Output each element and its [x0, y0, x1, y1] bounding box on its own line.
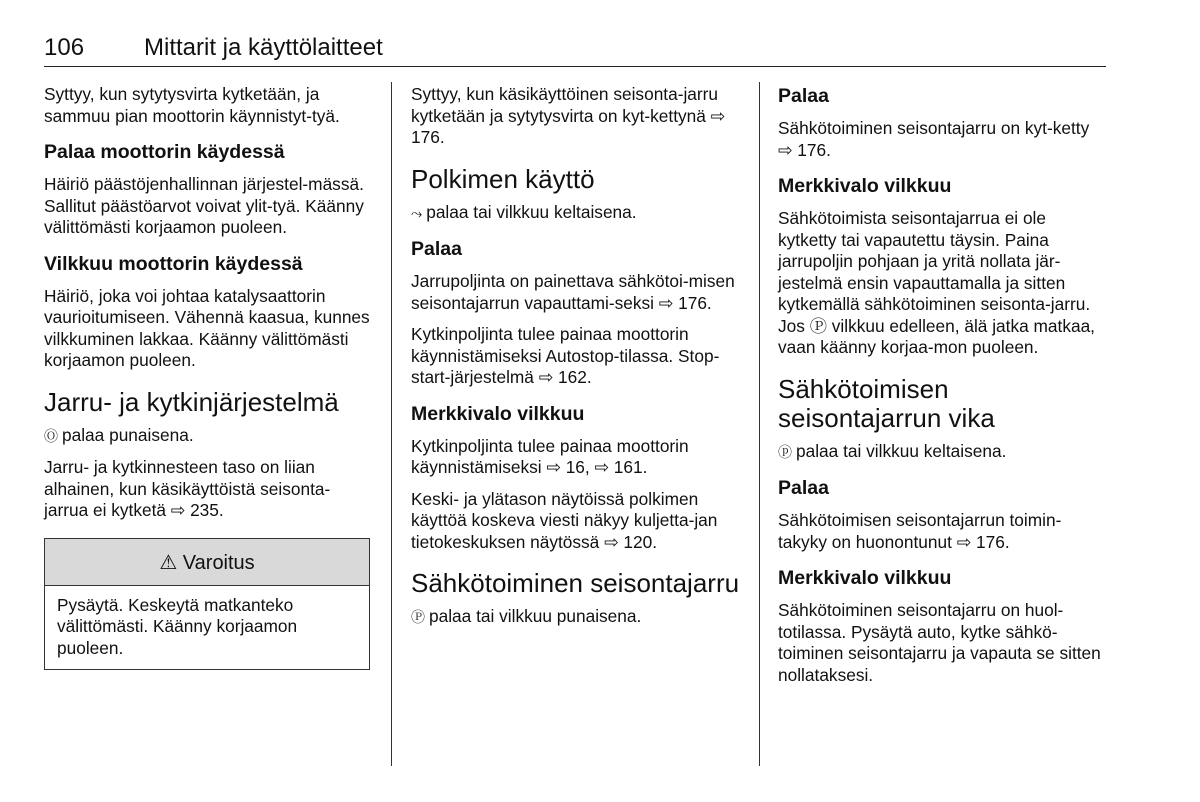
lead-line [411, 202, 741, 225]
paragraph: Jarrupoljinta on painettava sähkötoi-misen seisontajarrun vapauttami-seksi ⇨ 176. [411, 271, 735, 313]
parking-brake-icon: Ⓟ [411, 609, 425, 625]
subheading: Merkkivalo vilkkuu [778, 175, 952, 197]
subheading: Palaa [411, 238, 462, 260]
column-3 [778, 84, 1108, 696]
column-2 [411, 84, 741, 639]
paragraph: Sähkötoiminen seisontajarru on kyt-ketty ⇨ 176. [778, 118, 1090, 160]
warning-box [44, 538, 370, 671]
lead-text: palaa tai vilkkuu keltaisena. [796, 440, 1007, 461]
paragraph: Keski- ja ylätason näytöissä polkimen käyttöä koskeva viesti näkyy kuljetta-jan tietokeskuksen näytössä ⇨ 120. [411, 488, 718, 552]
subheading: Merkkivalo vilkkuu [778, 567, 952, 589]
paragraph: Syttyy, kun sytytysvirta kytketään, ja sammuu pian moottorin käynnistyt-tyä. [44, 84, 340, 126]
lead-text: palaa tai vilkkuu keltaisena. [426, 201, 637, 222]
lead-line [44, 425, 370, 448]
lead-text: palaa punaisena. [62, 424, 194, 445]
pedal-icon: ⤳ [411, 204, 423, 221]
paragraph: Jarru- ja kytkinnesteen taso on liian alhainen, kun käsikäyttöistä seisonta-jarrua ei kytketä ⇨ 235. [44, 457, 331, 520]
brake-warning-icon: Ⓞ [44, 427, 58, 444]
lead-text: palaa tai vilkkuu punaisena. [429, 606, 642, 626]
warning-title: ⚠ Varoitus [45, 539, 369, 586]
heading: Jarru- ja kytkinjärjestelmä [44, 386, 339, 417]
subheading: Merkkivalo vilkkuu [411, 402, 585, 425]
paragraph: Syttyy, kun käsikäyttöinen seisonta-jarru kytketään ja sytytysvirta on kyt-kettynä ⇨ 176. [411, 84, 726, 147]
lead-line [411, 606, 741, 629]
heading: Sähkötoimisen seisontajarrun vika [778, 373, 995, 433]
lead-line [778, 441, 1108, 464]
page-number: 106 [44, 34, 85, 61]
paragraph: Kytkinpoljinta tulee painaa moottorin käynnistämiseksi ⇨ 16, ⇨ 161. [411, 435, 689, 477]
warning-text: Pysäytä. Keskeytä matkanteko välittömästi. Käänny korjaamon puoleen. [57, 594, 298, 658]
paragraph: Sähkötoimista seisontajarrua ei ole kytketty tai vapautettu täysin. Paina jarrupoljin pohjaan ja yritä nollata jär-jestelmä ensin vapauttamalla ja sitten kytkemällä sähkötoiminen seisonta-jarru. Jos Ⓟ vilkkuu edelleen, älä jatka matkaa, vaan käänny korjaa-mon puoleen. [778, 208, 1095, 357]
parking-brake-fault-icon: ⓟ [778, 443, 792, 460]
subheading: Palaa moottorin käydessä [44, 141, 285, 163]
column-divider [759, 82, 760, 766]
section-title: Mittarit ja käyttölaitteet [144, 34, 383, 61]
paragraph: Häiriö, joka voi johtaa katalysaattorin vaurioitumiseen. Vähennä kaasua, kunnes vilkkuminen lakkaa. Käänny välittömästi korjaamon puoleen. [44, 285, 370, 370]
column-1 [44, 84, 370, 670]
column-divider [391, 82, 392, 766]
paragraph: Sähkötoimisen seisontajarrun toimin-takyky on huonontunut ⇨ 176. [778, 510, 1062, 552]
heading: Sähkötoiminen seisontajarru [411, 568, 740, 598]
paragraph: Sähkötoiminen seisontajarru on huol-totilassa. Pysäytä auto, kytke sähkö-toiminen seisontajarru ja vapauta se sitten nollataksesi. [778, 600, 1101, 685]
subheading: Palaa [778, 85, 829, 107]
heading: Polkimen käyttö [411, 163, 595, 194]
subheading: Palaa [778, 477, 829, 499]
page-header [44, 34, 1106, 67]
paragraph: Kytkinpoljinta tulee painaa moottorin käynnistämiseksi Autostop-tilassa. Stop-start-järjestelmä ⇨ 162. [411, 324, 720, 387]
paragraph: Häiriö päästöjenhallinnan järjestel-mässä. Sallitut päästöarvot voivat ylit-tyä. Käänny välittömästi korjaamon puoleen. [44, 174, 364, 237]
subheading: Vilkkuu moottorin käydessä [44, 252, 303, 275]
